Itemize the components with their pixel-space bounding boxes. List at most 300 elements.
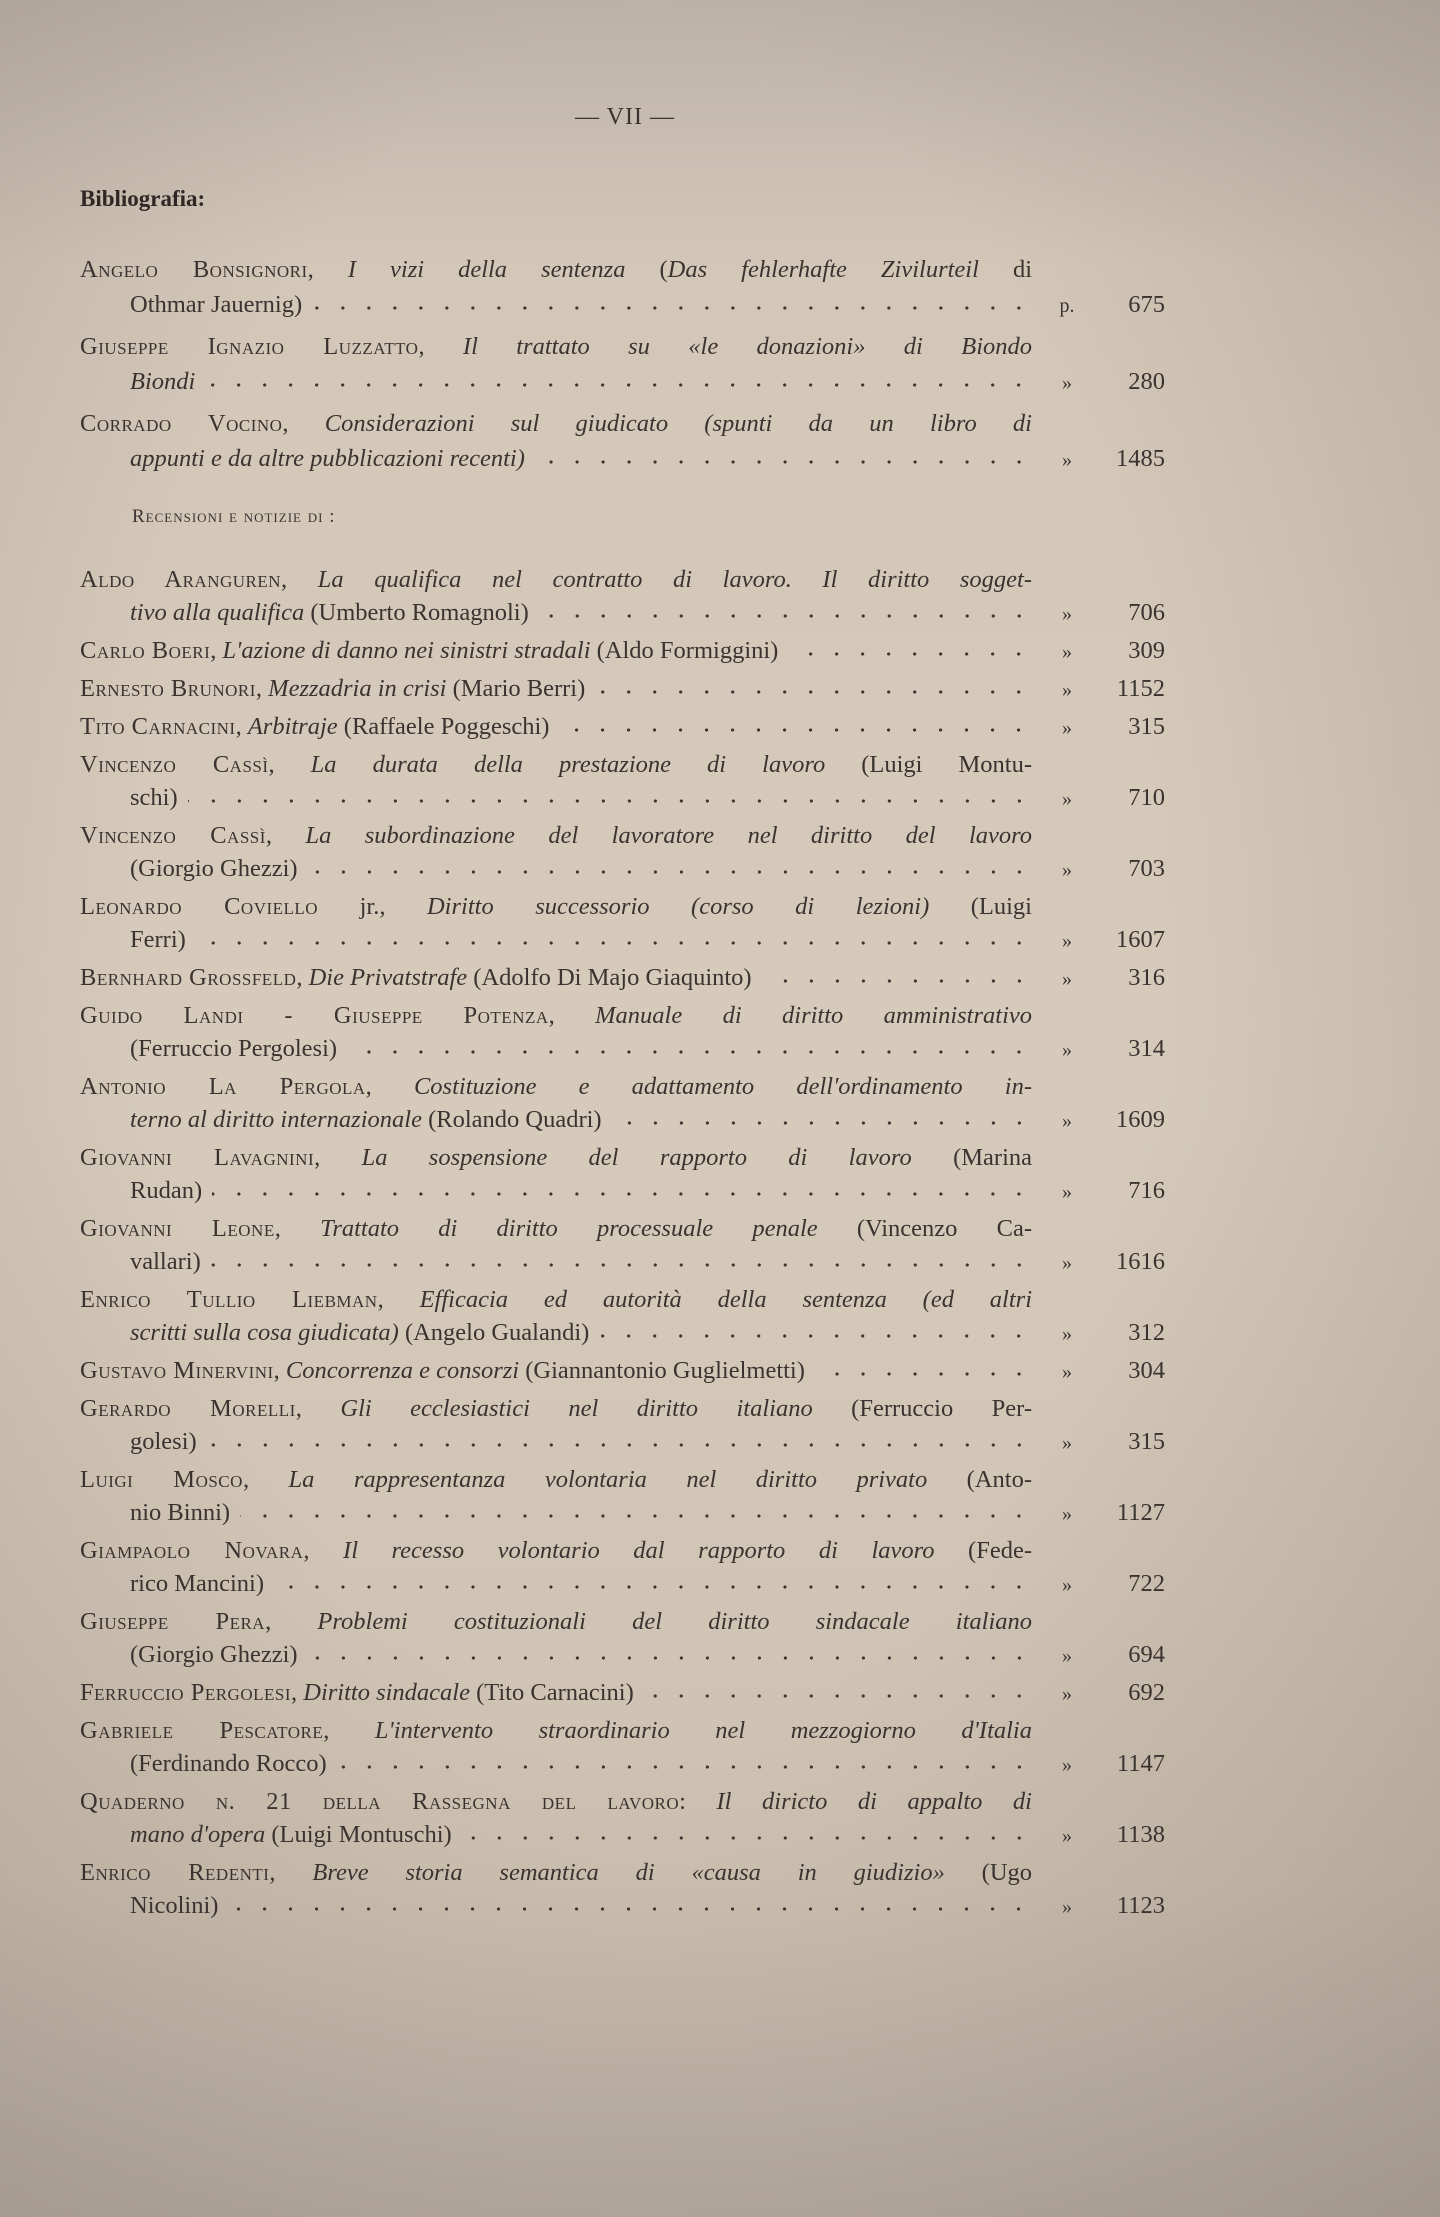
entry-line — [80, 563, 1165, 596]
entry-line-content — [130, 923, 186, 956]
entry-text: , — [377, 1286, 420, 1313]
entry-text: (Aldo Formiggini) — [590, 637, 779, 664]
list-item — [80, 748, 1165, 814]
page-ref-marker: » — [1062, 968, 1072, 990]
entry-text: (Giorgio Ghezzi) — [130, 1641, 298, 1668]
entry-line-text — [80, 672, 1032, 705]
entry-line-text — [80, 1174, 1032, 1207]
entry-line-content — [130, 1103, 602, 1136]
entry-title: Il diricto di appalto di — [716, 1788, 1032, 1815]
entry-text: Rudan) — [130, 1177, 203, 1204]
list-item — [80, 672, 1165, 705]
entry-line-content — [130, 1316, 589, 1349]
leader-dots — [240, 1512, 1032, 1520]
leader-dots — [196, 939, 1032, 947]
leader-dots — [535, 458, 1032, 466]
entry-line-text — [80, 1070, 1032, 1103]
entry-text: (Adolfo Di Majo Giaquinto) — [467, 964, 752, 991]
entry-line-text — [80, 1496, 1032, 1529]
entry-author: Bernhard Grossfeld — [80, 964, 297, 991]
leader-dots — [274, 1583, 1032, 1591]
entry-line-text — [80, 781, 1032, 814]
entry-line-content — [130, 1638, 298, 1671]
entry-line-text — [80, 634, 1032, 667]
entry-text: di — [978, 256, 1032, 283]
entry-line — [80, 1212, 1165, 1245]
entry-title: Diritto sindacale — [303, 1679, 470, 1706]
leader-dots — [559, 726, 1032, 734]
page-ref-marker: » — [1062, 1110, 1072, 1132]
entry-text: rico Mancini) — [130, 1570, 265, 1597]
entry-author: Giuseppe Ignazio Luzzatto — [80, 333, 419, 360]
entry-line-content — [130, 1174, 202, 1207]
entry-title: Die Privatstrafe — [308, 964, 468, 991]
entry-line-content — [130, 1032, 337, 1065]
entry-line — [80, 596, 1165, 629]
page-ref-marker: » — [1062, 930, 1072, 952]
entry-text: , — [307, 256, 348, 283]
page-ref-marker: » — [1062, 1323, 1072, 1345]
entry-line-text — [80, 563, 1032, 596]
entry-line-text — [80, 961, 1032, 994]
list-item — [80, 1212, 1165, 1278]
entry-line-text — [80, 364, 1032, 399]
bibliografia-list — [80, 252, 1165, 483]
page-number: 710 — [1128, 784, 1165, 811]
list-item — [80, 1283, 1165, 1349]
entry-line-text — [80, 1638, 1032, 1671]
leader-dots — [308, 868, 1032, 876]
entry-author: Giampaolo Novara — [80, 1537, 304, 1564]
page-number: 315 — [1128, 713, 1165, 740]
leader-dots — [788, 650, 1032, 658]
entry-line — [80, 1316, 1165, 1349]
entry-line — [80, 1141, 1165, 1174]
entry-author: Ferruccio Pergolesi — [80, 1679, 291, 1706]
entry-line-text — [80, 1316, 1032, 1349]
entry-line-text — [80, 1785, 1032, 1818]
entry-line-text — [80, 329, 1032, 362]
entry-text: (Anto- — [927, 1466, 1032, 1493]
page-number: 703 — [1128, 855, 1165, 882]
leader-dots — [539, 612, 1032, 620]
leader-dots — [612, 1119, 1032, 1127]
entry-line-text — [80, 1676, 1032, 1709]
entry-line — [80, 710, 1165, 743]
entry-text: (Umberto Romagnoli) — [304, 599, 529, 626]
entry-line-text — [80, 1714, 1032, 1747]
entry-author: Ernesto Brunori — [80, 675, 256, 702]
page-number: 706 — [1128, 599, 1165, 626]
entry-title: Diritto successorio (corso di lezioni) — [426, 893, 930, 920]
entry-line-content — [80, 961, 752, 994]
entry-line — [80, 364, 1165, 399]
entry-text: , — [242, 1466, 289, 1493]
list-item — [80, 1605, 1165, 1671]
entry-author: Quaderno n. 21 della Rassegna del lavoro — [80, 1788, 680, 1815]
entry-line — [80, 1103, 1165, 1136]
entry-line-text — [80, 1283, 1032, 1316]
entry-text: , — [235, 713, 248, 740]
entry-text: Nicolini) — [130, 1892, 219, 1919]
entry-text: (Marina — [911, 1144, 1032, 1171]
entry-line-text — [80, 1567, 1032, 1600]
entry-author: Giovanni Lavagnini — [80, 1144, 315, 1171]
page-ref-marker: » — [1062, 679, 1072, 701]
entry-line-text — [80, 596, 1032, 629]
entry-line-text — [80, 1463, 1032, 1496]
list-item — [80, 1392, 1165, 1458]
leader-dots — [599, 1332, 1032, 1340]
entry-line-text — [80, 1818, 1032, 1851]
entry-title: Gli ecclesiastici nel diritto italiano — [340, 1395, 813, 1422]
page-number: 1123 — [1116, 1892, 1165, 1919]
entry-line — [80, 1818, 1165, 1851]
entry-line-text — [80, 1425, 1032, 1458]
entry-title: La subordinazione del lavoratore nel diritto del lavoro — [305, 822, 1032, 849]
entry-line — [80, 252, 1165, 287]
page-ref-marker: » — [1062, 1825, 1072, 1847]
leader-dots — [205, 381, 1032, 389]
page-ref-marker: p. — [1059, 295, 1075, 317]
entry-text: , — [548, 1002, 596, 1029]
entry-author: Giovanni Leone — [80, 1215, 275, 1242]
entry-line — [80, 1889, 1165, 1922]
entry-title: Biondi — [130, 368, 196, 395]
leader-dots — [762, 977, 1032, 985]
entry-text: (Tito Carnacini) — [469, 1679, 634, 1706]
page-ref-marker: » — [1062, 1039, 1072, 1061]
entry-text: (Rolando Quadri) — [421, 1106, 602, 1133]
entry-title: appunti e da altre pubblicazioni recenti) — [130, 445, 525, 472]
entry-line-text — [80, 1534, 1032, 1567]
page-number: 316 — [1128, 964, 1165, 991]
entry-text: , — [291, 1679, 304, 1706]
page-ref-marker: » — [1062, 372, 1072, 394]
list-item — [80, 252, 1165, 322]
entry-line-text — [80, 441, 1032, 476]
page-ref-marker: » — [1062, 603, 1072, 625]
entry-line-text — [80, 1141, 1032, 1174]
entry-text: , — [255, 675, 269, 702]
list-item — [80, 1354, 1165, 1387]
page-ref-marker: » — [1062, 1181, 1072, 1203]
entry-text: , — [268, 751, 311, 778]
entry-title: Das fehlerhafte Zivilurteil — [667, 256, 979, 283]
entry-author: Antonio La Pergola — [80, 1073, 366, 1100]
list-item — [80, 961, 1165, 994]
entry-line — [80, 1496, 1165, 1529]
page-number: 1607 — [1116, 926, 1165, 953]
leader-dots — [211, 1261, 1032, 1269]
entry-title: La sospensione del rapporto di lavoro — [361, 1144, 912, 1171]
page-number: 1616 — [1116, 1248, 1165, 1275]
entry-title: I vizi della sentenza — [347, 256, 626, 283]
entry-line-content — [130, 1567, 264, 1600]
list-item — [80, 634, 1165, 667]
leader-dots — [462, 1834, 1032, 1842]
entry-line-content — [80, 1354, 805, 1387]
entry-title: Manuale di diritto amministrativo — [595, 1002, 1032, 1029]
entry-line-content — [130, 1425, 197, 1458]
leader-dots — [644, 1692, 1032, 1700]
entry-line-text — [80, 1103, 1032, 1136]
list-item — [80, 819, 1165, 885]
entry-line — [80, 1714, 1165, 1747]
entry-author: Vincenzo Cassì — [80, 822, 266, 849]
entry-line-content — [80, 634, 778, 667]
page-ref-marker: » — [1062, 859, 1072, 881]
entry-line-text — [80, 1889, 1032, 1922]
page-number: 692 — [1128, 1679, 1165, 1706]
list-item — [80, 1463, 1165, 1529]
entry-text: (Fede- — [934, 1537, 1032, 1564]
entry-line — [80, 1245, 1165, 1278]
list-item — [80, 1676, 1165, 1709]
entry-line-content — [80, 672, 585, 705]
entry-line — [80, 890, 1165, 923]
leader-dots — [308, 1654, 1032, 1662]
entry-title: L'intervento straordinario nel mezzogiorno d'Italia — [374, 1717, 1032, 1744]
entry-line — [80, 781, 1165, 814]
entry-line-text — [80, 1605, 1032, 1638]
list-item — [80, 1856, 1165, 1922]
entry-text: (Ugo — [944, 1859, 1032, 1886]
page-ref-marker: » — [1062, 449, 1072, 471]
entry-line — [80, 441, 1165, 476]
entry-text: (Giorgio Ghezzi) — [130, 855, 298, 882]
leader-dots — [207, 1441, 1032, 1449]
entry-title: Costituzione e adattamento dell'ordinamento in- — [413, 1073, 1032, 1100]
entry-line-text — [80, 819, 1032, 852]
entry-text: (Giannantonio Guglielmetti) — [519, 1357, 805, 1384]
page-ref-marker: » — [1062, 788, 1072, 810]
section-title-bibliografia: Bibliografia: — [80, 186, 206, 211]
entry-text: (Raffaele Poggeschi) — [337, 713, 550, 740]
entry-line — [80, 1638, 1165, 1671]
entry-line — [80, 819, 1165, 852]
entry-text: Othmar Jauernig) — [130, 291, 303, 318]
entry-line — [80, 923, 1165, 956]
entry-title: Concorrenza e consorzi — [285, 1357, 520, 1384]
entry-text: (Ferruccio Pergolesi) — [130, 1035, 338, 1062]
list-item — [80, 563, 1165, 629]
entry-author: Giuseppe Pera — [80, 1608, 266, 1635]
page-number: 1127 — [1116, 1499, 1165, 1526]
entry-title: Il trattato su «le donazioni» di Biondo — [462, 333, 1032, 360]
page-ref-marker: » — [1062, 1361, 1072, 1383]
page-number: 312 — [1128, 1319, 1165, 1346]
entry-line — [80, 1463, 1165, 1496]
page-ref-marker: » — [1062, 1503, 1072, 1525]
entry-line-content — [80, 1676, 634, 1709]
entry-line-content — [130, 1245, 201, 1278]
entry-line — [80, 287, 1165, 322]
entry-line-text — [80, 287, 1032, 322]
entry-title: La qualifica nel contratto di lavoro. Il diritto sogget- — [317, 566, 1032, 593]
list-item — [80, 710, 1165, 743]
entry-author: Guido Landi - Giuseppe Potenza — [80, 1002, 549, 1029]
page-number: 722 — [1128, 1570, 1165, 1597]
page-number: 315 — [1128, 1428, 1165, 1455]
page-number: 1609 — [1116, 1106, 1165, 1133]
entry-text: nio Binni) — [130, 1499, 231, 1526]
entry-text: , — [265, 1608, 318, 1635]
recensioni-list — [80, 563, 1165, 1927]
entry-line-text — [80, 1856, 1032, 1889]
entry-author: Aldo Aranguren — [80, 566, 282, 593]
entry-author: Enrico Redenti — [80, 1859, 270, 1886]
entry-line — [80, 1392, 1165, 1425]
entry-author: Enrico Tullio Liebman — [80, 1286, 378, 1313]
entry-text: , — [265, 822, 306, 849]
page-number: 309 — [1128, 637, 1165, 664]
entry-title: Problemi costituzionali del diritto sindacale italiano — [317, 1608, 1032, 1635]
entry-line-content — [130, 852, 298, 885]
entry-line — [80, 748, 1165, 781]
entry-line-text — [80, 252, 1032, 285]
entry-line — [80, 1856, 1165, 1889]
entry-line — [80, 1567, 1165, 1600]
entry-title: L'azione di danno nei sinistri stradali — [222, 637, 591, 664]
entry-line — [80, 1174, 1165, 1207]
entry-line-content — [130, 1747, 327, 1780]
leader-dots — [347, 1048, 1032, 1056]
entry-line — [80, 1534, 1165, 1567]
entry-author: Leonardo Coviello — [80, 893, 319, 920]
list-item — [80, 1141, 1165, 1207]
entry-title: La rappresentanza volontaria nel diritto privato — [288, 1466, 928, 1493]
entry-line-text — [80, 890, 1032, 923]
entry-line — [80, 1785, 1165, 1818]
page-ref-marker: » — [1062, 1754, 1072, 1776]
entry-text: : — [679, 1788, 717, 1815]
page-ref-marker: » — [1062, 1645, 1072, 1667]
entry-line — [80, 329, 1165, 364]
page-number: 1152 — [1116, 675, 1165, 702]
page-number: 1147 — [1116, 1750, 1165, 1777]
entry-text: , — [418, 333, 463, 360]
entry-line-content — [130, 1818, 452, 1851]
leader-dots — [228, 1905, 1032, 1913]
entry-text: (Ferdinando Rocco) — [130, 1750, 327, 1777]
entry-line-text — [80, 710, 1032, 743]
entry-author: Tito Carnacini — [80, 713, 236, 740]
entry-author: Luigi Mosco — [80, 1466, 243, 1493]
leader-dots — [212, 1190, 1032, 1198]
entry-title: terno al diritto internazionale — [130, 1106, 422, 1133]
entry-line-text — [80, 1212, 1032, 1245]
entry-line — [80, 1354, 1165, 1387]
entry-author: Gerardo Morelli — [80, 1395, 296, 1422]
entry-line — [80, 1747, 1165, 1780]
page-ref-marker: » — [1062, 641, 1072, 663]
entry-line-text — [80, 1245, 1032, 1278]
list-item — [80, 329, 1165, 399]
page-number: 1485 — [1116, 445, 1165, 472]
entry-title: Efficacia ed autorità della sentenza (ed altri — [419, 1286, 1032, 1313]
entry-line — [80, 1605, 1165, 1638]
page-number: 280 — [1128, 368, 1165, 395]
subsection-title-recensioni: Recensioni e notizie di : — [132, 506, 336, 527]
entry-author: Angelo Bonsignori — [80, 256, 308, 283]
entry-line-content — [80, 710, 549, 743]
entry-author: Carlo Boeri — [80, 637, 211, 664]
entry-title: scritti sulla cosa giudicata) — [130, 1319, 399, 1346]
entry-text: golesi) — [130, 1428, 197, 1455]
entry-line — [80, 406, 1165, 441]
entry-line-text — [80, 1747, 1032, 1780]
entry-line — [80, 999, 1165, 1032]
entry-text: (Luigi Montu- — [825, 751, 1032, 778]
entry-author: Vincenzo Cassì — [80, 751, 269, 778]
entry-text: , — [314, 1144, 362, 1171]
entry-line-text — [80, 999, 1032, 1032]
entry-text: (Vincenzo Ca- — [817, 1215, 1032, 1242]
list-item — [80, 1070, 1165, 1136]
entry-line-text — [80, 923, 1032, 956]
entry-line-content — [130, 596, 529, 629]
entry-line — [80, 852, 1165, 885]
entry-line-content — [130, 781, 178, 814]
entry-title: Trattato di diritto processuale penale — [320, 1215, 818, 1242]
entry-author: Gustavo Minervini — [80, 1357, 274, 1384]
entry-text: (Luigi Montuschi) — [265, 1821, 452, 1848]
entry-title: mano d'opera — [130, 1821, 266, 1848]
entry-title: Considerazioni sul giudicato (spunti da un libro di — [324, 410, 1032, 437]
page-ref-marker: » — [1062, 1896, 1072, 1918]
entry-line-text — [80, 748, 1032, 781]
entry-line — [80, 1676, 1165, 1709]
entry-line-content — [130, 364, 195, 399]
entry-text: Ferri) — [130, 926, 186, 953]
entry-text: , — [281, 566, 318, 593]
entry-text: , — [296, 964, 309, 991]
entry-line — [80, 672, 1165, 705]
page-ref-marker: » — [1062, 717, 1072, 739]
entry-line-content — [130, 1889, 218, 1922]
entry-line — [80, 1283, 1165, 1316]
page-ref-marker: » — [1062, 1683, 1072, 1705]
page-ref-marker: » — [1062, 1252, 1072, 1274]
leader-dots — [595, 688, 1032, 696]
entry-text: jr., — [318, 893, 427, 920]
entry-author: Gabriele Pescatore — [80, 1717, 324, 1744]
list-item — [80, 406, 1165, 476]
entry-line — [80, 1032, 1165, 1065]
entry-line — [80, 634, 1165, 667]
entry-title: Mezzadria in crisi — [268, 675, 447, 702]
entry-text: (Mario Berri) — [446, 675, 586, 702]
entry-text: , — [295, 1395, 341, 1422]
entry-text: , — [273, 1357, 286, 1384]
leader-dots — [815, 1370, 1032, 1378]
entry-text: , — [365, 1073, 414, 1100]
page-number: 716 — [1128, 1177, 1165, 1204]
page-number: 694 — [1128, 1641, 1165, 1668]
page-number: 304 — [1128, 1357, 1165, 1384]
page-number: 675 — [1128, 291, 1165, 318]
entry-text: , — [274, 1215, 321, 1242]
list-item — [80, 1534, 1165, 1600]
page-number: 1138 — [1116, 1821, 1165, 1848]
leader-dots — [188, 797, 1032, 805]
entry-line-text — [80, 1032, 1032, 1065]
leader-dots — [337, 1763, 1032, 1771]
page-number: 314 — [1128, 1035, 1165, 1062]
entry-title: La durata della prestazione di lavoro — [310, 751, 826, 778]
list-item — [80, 890, 1165, 956]
